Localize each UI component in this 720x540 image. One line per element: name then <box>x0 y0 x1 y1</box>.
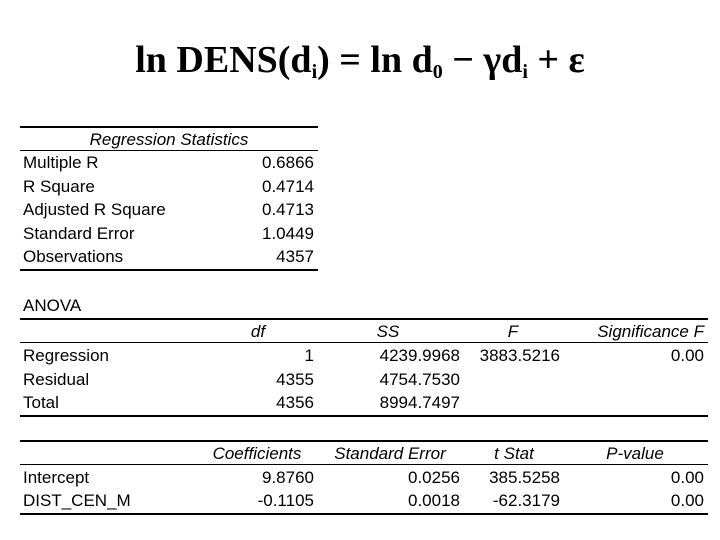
table-top-rule <box>20 126 318 128</box>
stat-value: 0.4713 <box>262 200 314 219</box>
stat-value: 0.6866 <box>262 153 314 172</box>
coef-header-t-stat: t Stat <box>494 444 534 463</box>
stat-value: 0.4714 <box>262 177 314 196</box>
coef-p-value: 0.00 <box>670 468 704 487</box>
formula-tail: + ε <box>527 39 585 81</box>
anova-title: ANOVA <box>23 296 82 315</box>
regression-statistics-header: Regression Statistics <box>89 130 249 149</box>
anova-row-label: Regression <box>23 346 109 365</box>
formula-mid: ) = ln d <box>317 39 433 81</box>
coef-t-stat: -62.3179 <box>492 491 560 510</box>
anova-row-label: Residual <box>23 370 90 389</box>
anova-header-df: df <box>250 322 266 341</box>
anova-header-significance: Significance F <box>597 322 704 341</box>
formula-minus-subscript: i <box>522 61 528 83</box>
coef-row-label: Intercept <box>23 468 90 487</box>
anova-df: 1 <box>304 346 314 365</box>
coef-value: -0.1105 <box>257 491 314 510</box>
header-rule <box>20 464 708 465</box>
stat-value: 4357 <box>276 247 314 266</box>
stat-label: Standard Error <box>23 224 135 243</box>
header-rule <box>20 150 318 151</box>
coef-standard-error: 0.0256 <box>408 468 460 487</box>
coef-row-label: DIST_CEN_M <box>23 491 131 510</box>
table-bottom-rule <box>20 513 708 515</box>
formula-mid-subscript: 0 <box>432 61 443 83</box>
formula-lhs: ln DENS(d <box>135 39 312 81</box>
stat-value: 1.0449 <box>262 224 314 243</box>
table-bottom-rule <box>20 269 318 271</box>
stat-label: Multiple R <box>23 153 99 172</box>
regression-formula <box>0 36 720 96</box>
header-rule <box>20 342 708 343</box>
stat-label: R Square <box>23 177 95 196</box>
coef-header-coefficients: Coefficients <box>212 444 302 463</box>
coef-header-standard-error: Standard Error <box>334 444 446 463</box>
coef-standard-error: 0.0018 <box>408 491 460 510</box>
coef-p-value: 0.00 <box>670 491 704 510</box>
anova-significance: 0.00 <box>670 346 704 365</box>
table-top-rule <box>20 318 708 320</box>
anova-df: 4355 <box>276 370 314 389</box>
anova-row-label: Total <box>23 393 59 412</box>
anova-df: 4356 <box>276 393 314 412</box>
anova-header-ss: SS <box>376 322 400 341</box>
anova-header-f: F <box>507 322 519 341</box>
stat-label: Observations <box>23 247 124 266</box>
anova-ss: 4754.7530 <box>379 370 460 389</box>
coef-t-stat: 385.5258 <box>489 468 560 487</box>
anova-f: 3883.5216 <box>479 346 560 365</box>
coef-header-p-value: P-value <box>606 444 664 463</box>
formula-minus-term: − γd <box>442 39 523 81</box>
anova-ss: 4239.9968 <box>379 346 460 365</box>
table-bottom-rule <box>20 415 708 417</box>
table-top-rule <box>20 440 708 442</box>
formula-lhs-subscript: i <box>311 61 318 83</box>
stat-label: Adjusted R Square <box>23 200 166 219</box>
coef-value: 9.8760 <box>262 468 314 487</box>
anova-ss: 8994.7497 <box>379 393 460 412</box>
